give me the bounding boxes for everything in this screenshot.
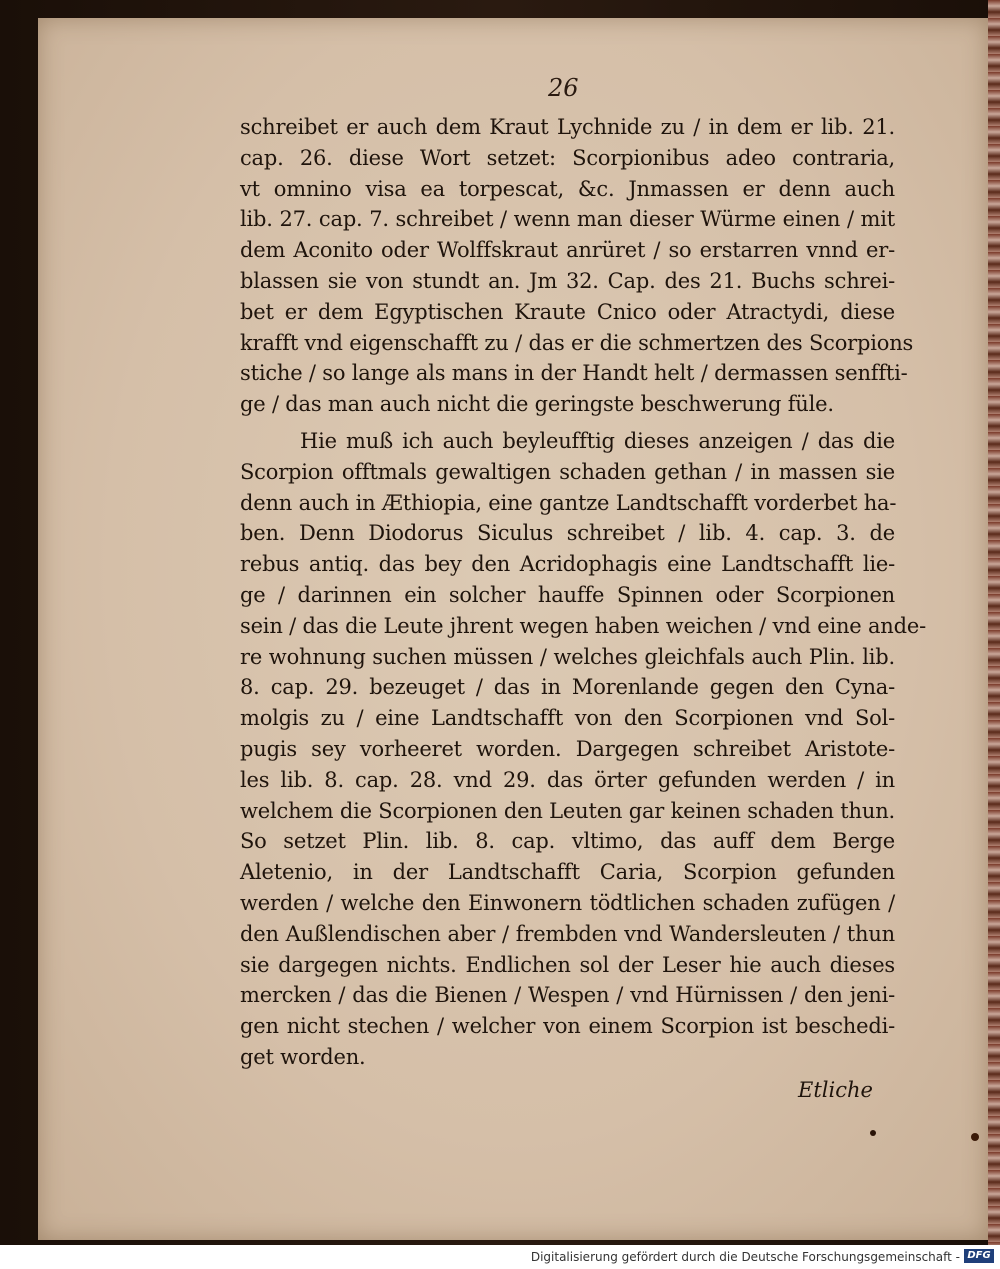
text-line: pugis sey vorheeret worden. Dargegen schreibet Aristote-	[240, 736, 895, 761]
text-line: get worden.	[240, 1044, 366, 1069]
text-line: Hie muß ich auch beyleufftig dieses anzeigen / das die	[300, 428, 895, 453]
paragraph-1	[240, 112, 914, 420]
text-line: re wohnung suchen müssen / welches gleichfals auch Plin. lib.	[240, 644, 895, 669]
text-line: Aletenio, in der Landtschafft Caria, Scorpion gefunden	[240, 860, 895, 885]
text-block	[240, 112, 926, 1073]
catchword: Etliche	[798, 1078, 873, 1102]
text-line: dem Aconito oder Wolffskraut anrüret / so erstarren vnnd er-	[240, 238, 895, 263]
text-line: bet er dem Egyptischen Kraute Cnico oder Atractydi, diese	[240, 299, 895, 324]
text-line: mercken / das die Bienen / Wespen / vnd Hürnissen / den jeni-	[240, 983, 895, 1008]
text-line: rebus antiq. das bey den Acridophagis eine Landtschafft lie-	[240, 552, 895, 577]
page-number: 26	[548, 74, 579, 102]
text-line: So setzet Plin. lib. 8. cap. vltimo, das auff dem Berge	[240, 829, 895, 854]
text-line: stiche / so lange als mans in der Handt helt / dermassen senffti-	[240, 361, 908, 386]
text-line: ge / das man auch nicht die geringste beschwerung füle.	[240, 392, 834, 417]
text-line: denn auch in Æthiopia, eine gantze Landtschafft vorderbet ha-	[240, 490, 897, 515]
ink-spot	[971, 1133, 979, 1141]
text-line: welchem die Scorpionen den Leuten gar keinen schaden thun.	[240, 798, 895, 823]
text-line: lib. 27. cap. 7. schreibet / wenn man dieser Würme einen / mit	[240, 207, 895, 232]
text-line: molgis zu / eine Landtschafft von den Scorpionen vnd Sol-	[240, 706, 895, 731]
text-line: werden / welche den Einwonern tödtlichen schaden zufügen /	[240, 890, 895, 915]
text-line: sie dargegen nichts. Endlichen sol der Leser hie auch dieses	[240, 952, 895, 977]
text-line: den Außlendischen aber / frembden vnd Wandersleuten / thun	[240, 921, 895, 946]
text-line: cap. 26. diese Wort setzet: Scorpionibus adeo contraria,	[240, 145, 895, 170]
text-line: les lib. 8. cap. 28. vnd 29. das örter gefunden werden / in	[240, 767, 895, 792]
text-line: gen nicht stechen / welcher von einem Scorpion ist beschedi-	[240, 1014, 895, 1039]
text-line: schreibet er auch dem Kraut Lychnide zu / in dem er lib. 21.	[240, 115, 895, 139]
ink-spot	[870, 1130, 876, 1136]
text-line: ge / darinnen ein solcher hauffe Spinnen oder Scorpionen	[240, 582, 895, 607]
text-line: Scorpion offtmals gewaltigen schaden gethan / in massen sie	[240, 459, 895, 484]
text-line: krafft vnd eigenschafft zu / das er die schmertzen des Scorpions	[240, 330, 914, 355]
text-line: 8. cap. 29. bezeuget / das in Morenlande gegen den Cyna-	[240, 675, 895, 700]
text-line: blassen sie von stundt an. Jm 32. Cap. des 21. Buchs schrei-	[240, 268, 895, 293]
paragraph-2	[240, 426, 926, 1073]
text-line: sein / das die Leute jhrent wegen haben weichen / vnd eine ande-	[240, 613, 926, 638]
text-line: vt omnino visa ea torpescat, &c. Jnmassen er denn auch	[240, 176, 895, 201]
text-line: ben. Denn Diodorus Siculus schreibet / lib. 4. cap. 3. de	[240, 521, 895, 546]
footer-credit: Digitalisierung gefördert durch die Deutsche Forschungsgemeinschaft -	[530, 1250, 960, 1264]
dfg-logo[interactable]: DFG	[964, 1249, 994, 1263]
book-edge	[988, 0, 1000, 1245]
